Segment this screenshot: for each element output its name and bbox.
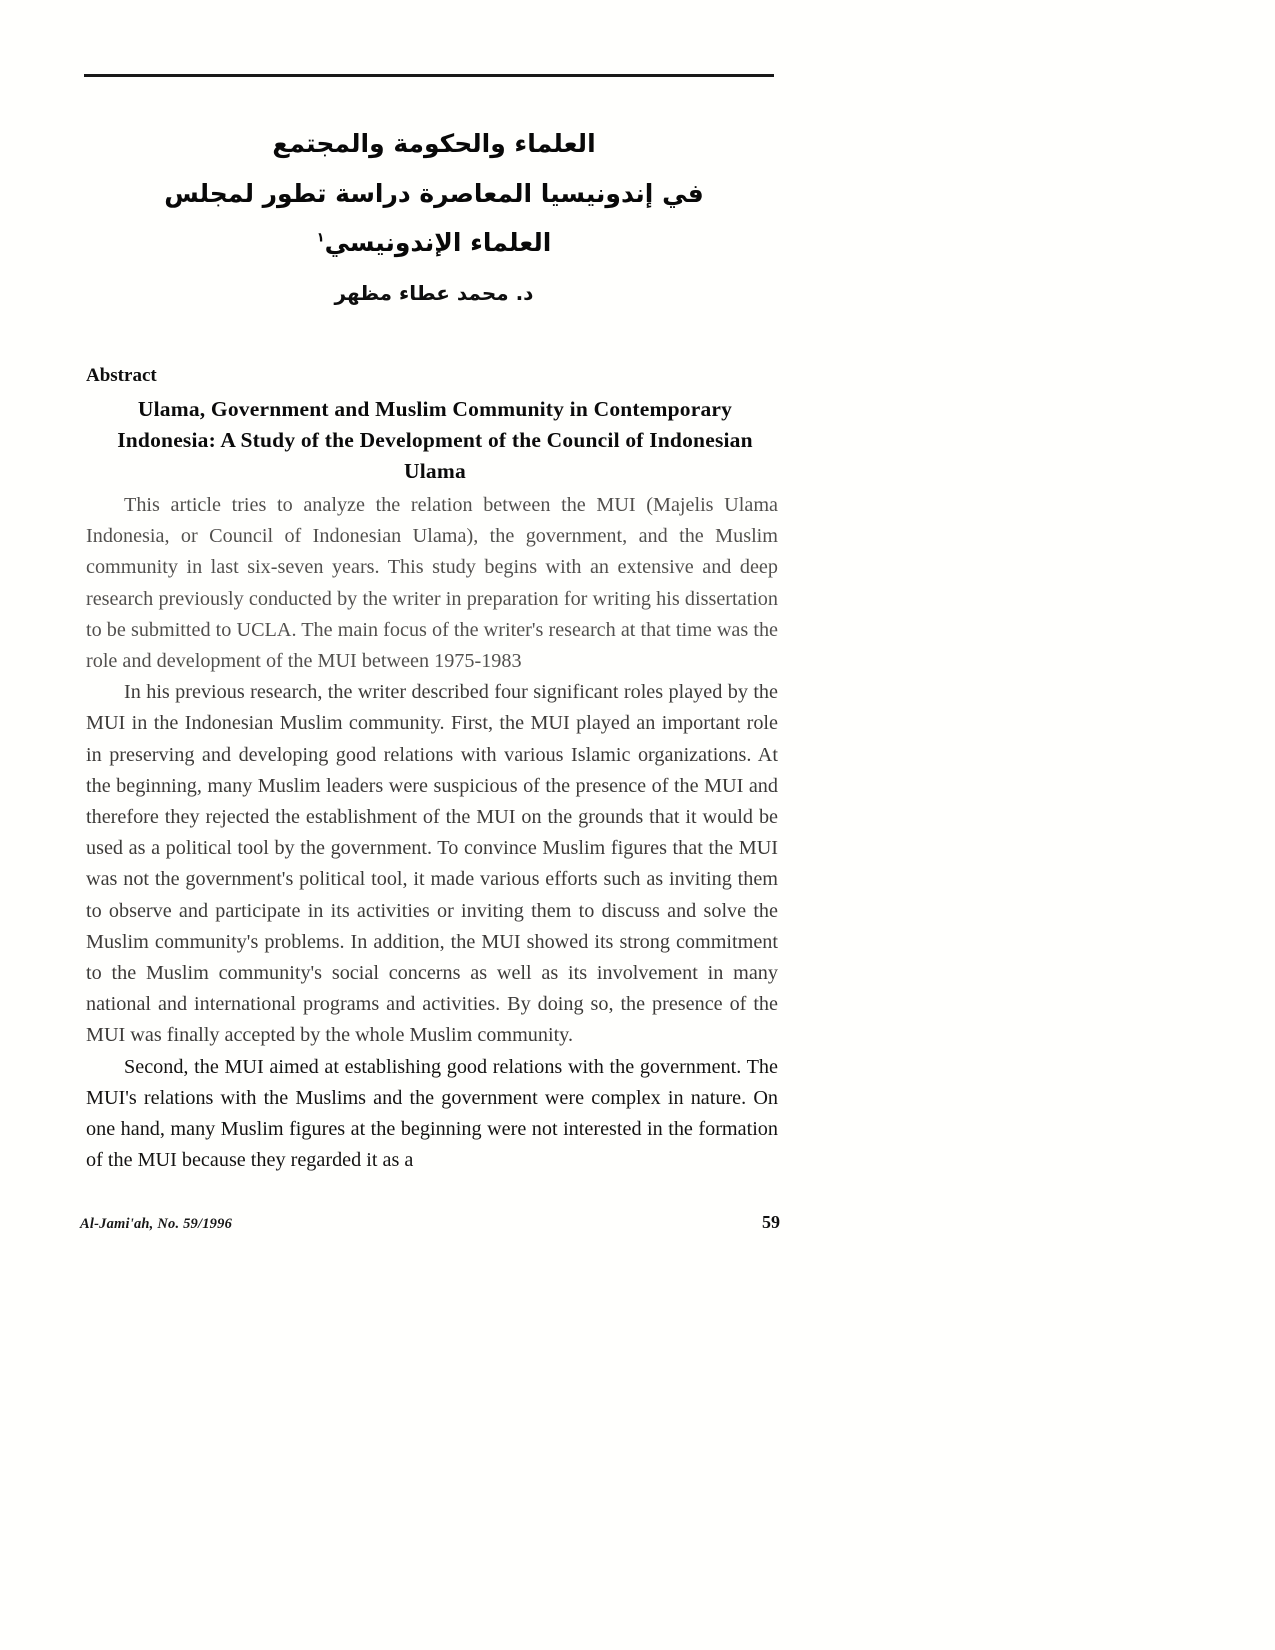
abstract-title: Ulama, Government and Muslim Community in Contemporary Indonesia: A Study of the Development of the Council of Indonesian Ulama (117, 397, 753, 484)
body-paragraph: In his previous research, the writer described four significant roles played by the MUI in the Indonesian Muslim community. First, the MUI played an important role in preserving and developing good relations with various Islamic organizations. At the beginning, many Muslim leaders were suspicious of the presence of the MUI and therefore they rejected the establishment of the MUI on the grounds that it would be used as a political tool by the government. To convince Muslim figures that the MUI was not the government's political tool, it made various efforts such as inviting them to observe and participate in its activities or inviting them to discuss and solve the Muslim community's problems. In addition, the MUI showed its strong commitment to the Muslim community's social concerns as well as its involvement in many national and international programs and activities. By doing so, the presence of the MUI was finally accepted by the whole Muslim community. (86, 681, 778, 1047)
arabic-title-line-3-text: العلماء الإندونيسي (324, 228, 552, 257)
abstract-label: Abstract (86, 365, 157, 386)
page-footer (80, 1212, 780, 1233)
footnote-marker: ١ (316, 230, 325, 246)
body-text (86, 490, 778, 1176)
footer-journal-citation: Al-Jami'ah, No. 59/1996 (80, 1216, 233, 1232)
header-rule (84, 74, 774, 77)
arabic-title-line-2: في إندونيسيا المعاصرة دراسة تطور لمجلس (164, 178, 704, 208)
arabic-title-line-3 (84, 225, 784, 261)
arabic-heading-block (84, 126, 784, 305)
arabic-author-name: د. محمد عطاء مظهر (334, 280, 534, 305)
footer-page-number: 59 (762, 1212, 780, 1232)
body-paragraph: This article tries to analyze the relation between the MUI (Majelis Ulama Indonesia, or Council of Indonesian Ulama), the government, and the Muslim community in last six-seven years. This study begins with an extensive and deep research previously conducted by the writer in preparation for writing his dissertation to be submitted to UCLA. The main focus of the writer's research at that time was the role and development of the MUI between 1975-1983 (86, 494, 778, 673)
arabic-title-line-1: العلماء والحكومة والمجتمع (272, 129, 596, 158)
body-paragraph: Second, the MUI aimed at establishing good relations with the government. The MUI's relations with the Muslims and the government were complex in nature. On one hand, many Muslim figures at the beginning were not interested in the formation of the MUI because they regarded it as a (86, 1055, 778, 1172)
